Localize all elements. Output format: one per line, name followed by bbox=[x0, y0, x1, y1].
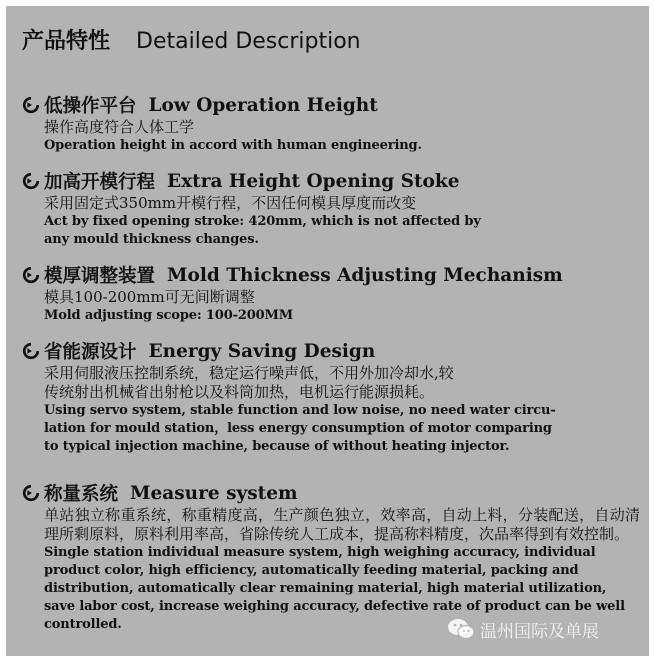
feature-mold-thickness-adjusting bbox=[22, 262, 563, 325]
section-body-en: Using servo system, stable function and low noise, no need water circu- bbox=[44, 403, 556, 418]
circled-arrow-icon bbox=[22, 266, 40, 284]
section-title bbox=[22, 480, 640, 506]
watermark-text: 温州国际及单展 bbox=[480, 621, 599, 642]
section-body-en: any mould thickness changes. bbox=[44, 232, 259, 247]
section-title-zh: 加高开模行程 bbox=[44, 172, 156, 193]
section-body-en: Act by fixed opening stroke: 420mm, which is not affected by bbox=[44, 214, 481, 229]
section-body-en: Single station individual measure system, high weighing accuracy, individual product color, high efficiency, automatically feeding material, packing and distribution, automatically clear remaining material, high material utilization, save labor cost, increase weighing accuracy, defective rate of product can be well controlled. bbox=[44, 545, 625, 632]
circled-arrow-icon bbox=[22, 96, 40, 114]
section-body-en: Operation height in accord with human engineering. bbox=[44, 138, 422, 153]
page-title-zh: 产品特性 bbox=[22, 29, 111, 54]
section-title bbox=[22, 168, 481, 194]
circled-arrow-icon bbox=[22, 172, 40, 190]
description-panel bbox=[6, 6, 649, 656]
section-title-en: Measure system bbox=[130, 482, 298, 504]
page-title bbox=[22, 24, 361, 55]
section-body-zh: 采用固定式350mm开模行程，不因任何模具厚度而改变 bbox=[44, 194, 417, 212]
feature-measure-system bbox=[22, 480, 640, 634]
feature-energy-saving bbox=[22, 338, 556, 456]
section-title-en: Extra Height Opening Stoke bbox=[167, 170, 460, 192]
circled-arrow-icon bbox=[22, 484, 40, 502]
feature-low-operation-height bbox=[22, 92, 422, 155]
section-body-zh: 模具100-200mm可无间断调整 bbox=[44, 288, 255, 306]
section-body-en: Mold adjusting scope: 100-200MM bbox=[44, 308, 294, 323]
section-body-en: lation for mould station，less energy consumption of motor comparing bbox=[44, 421, 552, 436]
section-title-en: Mold Thickness Adjusting Mechanism bbox=[167, 264, 563, 286]
circled-arrow-icon bbox=[22, 342, 40, 360]
feature-extra-opening-stroke bbox=[22, 168, 481, 249]
section-title-zh: 模厚调整装置 bbox=[44, 266, 156, 287]
section-title-zh: 省能源设计 bbox=[44, 342, 137, 363]
section-title bbox=[22, 338, 556, 364]
section-body-zh: 操作高度符合人体工学 bbox=[44, 118, 195, 136]
section-title-en: Energy Saving Design bbox=[148, 340, 376, 362]
section-title bbox=[22, 262, 563, 288]
watermark bbox=[446, 616, 599, 642]
section-body-en: to typical injection machine, because of without heating injector. bbox=[44, 439, 510, 454]
section-body-zh: 采用伺服液压控制系统，稳定运行噪声低，不用外加冷却水,较 bbox=[44, 364, 454, 382]
section-title-zh: 低操作平台 bbox=[44, 96, 137, 117]
section-body-zh: 传统射出机械省出射枪以及料筒加热，电机运行能源损耗。 bbox=[44, 383, 435, 401]
section-title bbox=[22, 92, 422, 118]
page-title-en: Detailed Description bbox=[136, 29, 361, 54]
wechat-logo-icon bbox=[446, 616, 476, 642]
section-title-en: Low Operation Height bbox=[148, 94, 378, 116]
section-body-zh: 单站独立称重系统，称重精度高，生产颜色独立，效率高，自动上料，分装配送，自动清理所剩原料，原料利用率高，省除传统人工成本，提高称料精度，次品率得到有效控制。 bbox=[44, 506, 640, 543]
section-title-zh: 称量系统 bbox=[44, 484, 119, 505]
